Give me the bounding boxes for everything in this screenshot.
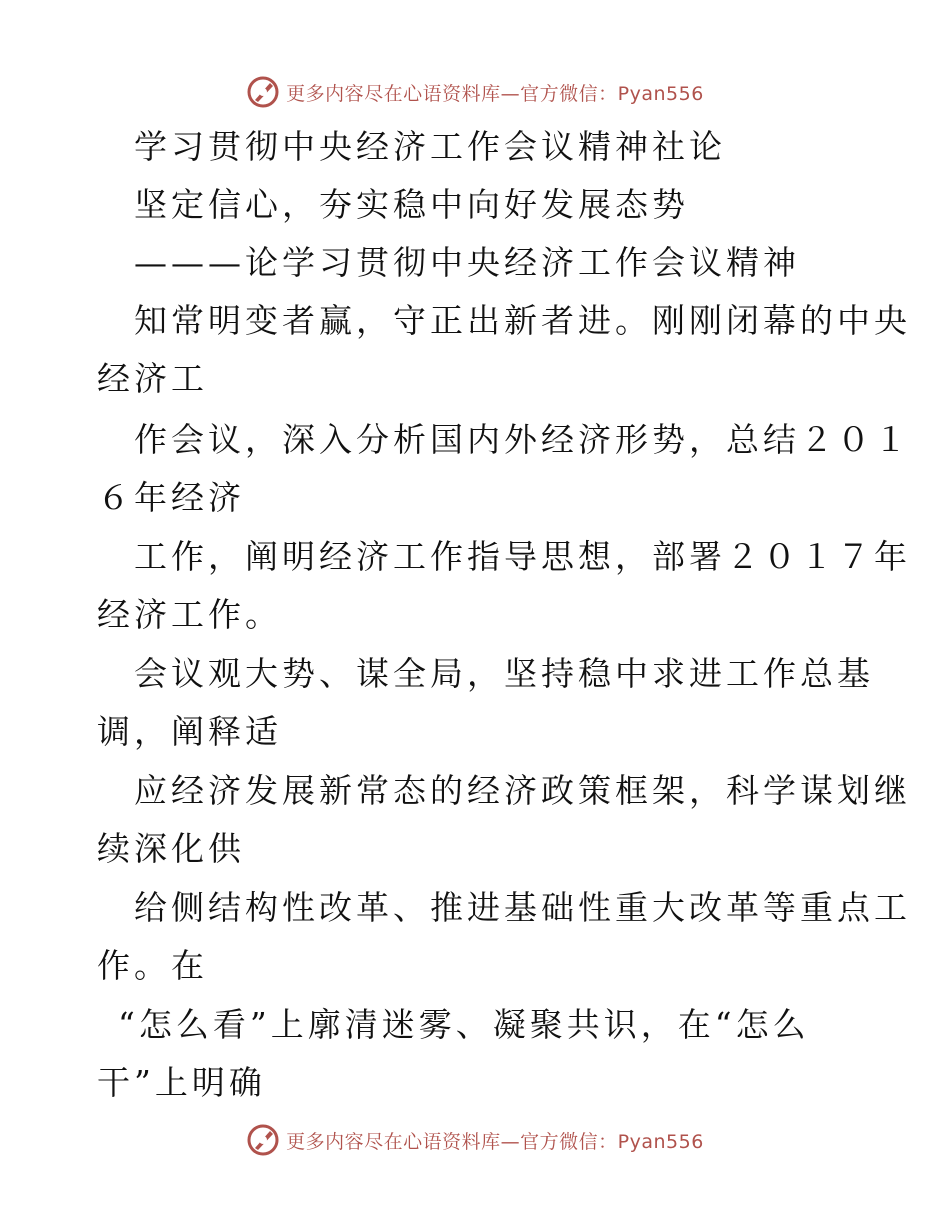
footer-watermark (0, 1120, 950, 1160)
watermark-text: 更多内容尽在心语资料库—官方微信：Pyan556 (286, 82, 704, 105)
paragraph-line: 给侧结构性改革、推进基础性重大改革等重点工 (134, 888, 911, 927)
paragraph-line: 工作，阐明经济工作指导思想，部署２０１７年 (134, 537, 911, 576)
header-watermark (0, 72, 950, 112)
watermark-text: 更多内容尽在心语资料库—官方微信：Pyan556 (286, 1130, 704, 1153)
paragraph-line: 经济工作。 (97, 595, 282, 634)
paragraph-line: 作会议，深入分析国内外经济形势，总结２０１ (134, 420, 911, 459)
feather-pen-seal-icon (246, 1123, 280, 1157)
paragraph-line: 应经济发展新常态的经济政策框架，科学谋划继 (134, 771, 911, 810)
byline: ———论学习贯彻中央经济工作会议精神 (134, 243, 800, 282)
paragraph-line: “怎么看”上廓清迷雾、凝聚共识，在“怎么 (118, 1005, 810, 1044)
paragraph-line: 调，阐释适 (97, 712, 282, 751)
paragraph-line: 干”上明确 (97, 1063, 266, 1102)
subtitle: 坚定信心，夯实稳中向好发展态势 (134, 185, 689, 224)
paragraph-line: 知常明变者赢，守正出新者进。刚刚闭幕的中央 (134, 301, 911, 340)
paragraph-line: 续深化供 (97, 829, 245, 868)
paragraph-line: ６年经济 (97, 478, 245, 517)
paragraph-line: 会议观大势、谋全局，坚持稳中求进工作总基 (134, 654, 874, 693)
feather-pen-seal-icon (246, 75, 280, 109)
paragraph-line: 经济工 (97, 359, 208, 398)
paragraph-line: 作。在 (97, 946, 208, 985)
headline: 学习贯彻中央经济工作会议精神社论 (134, 127, 726, 166)
